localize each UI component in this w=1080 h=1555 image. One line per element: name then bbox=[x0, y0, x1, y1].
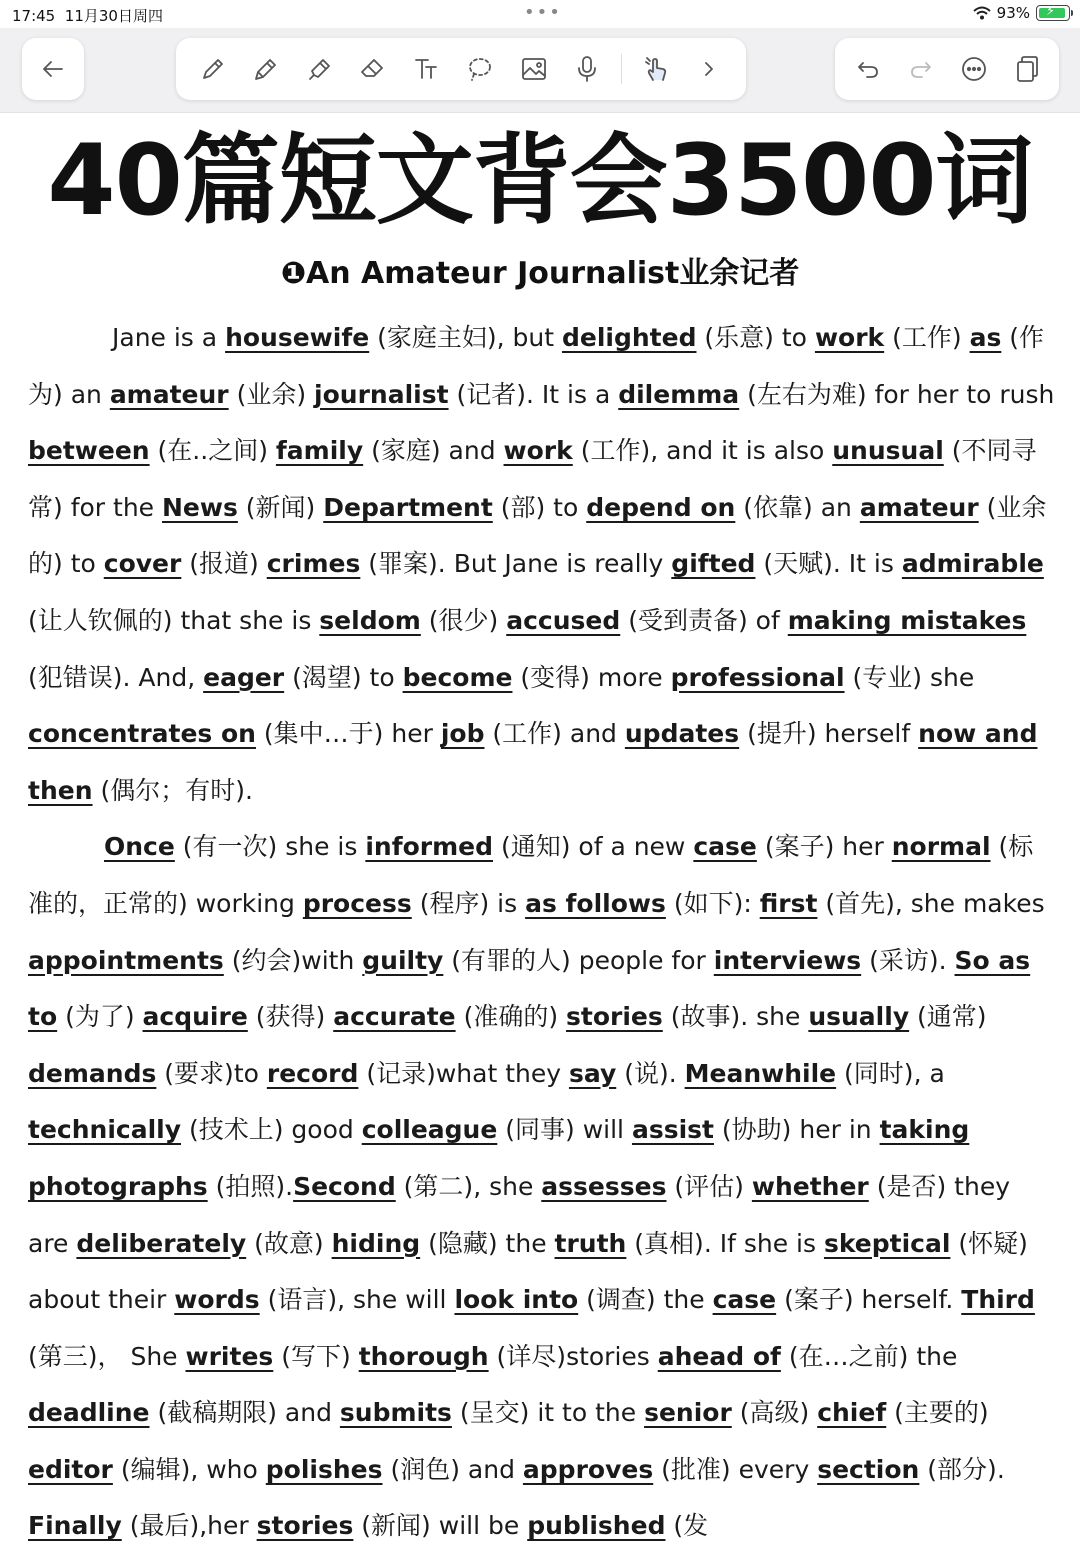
text-run: (写下) bbox=[273, 1341, 359, 1371]
pen-icon[interactable] bbox=[193, 49, 233, 89]
vocab-term: journalist bbox=[314, 379, 449, 409]
vocab-term: case bbox=[712, 1285, 777, 1315]
text-run: (主要的) bbox=[886, 1398, 989, 1428]
text-run: (拍照). bbox=[207, 1171, 294, 1201]
vocab-term: acquire bbox=[142, 1002, 248, 1032]
document-body bbox=[28, 310, 1056, 1555]
vocab-term: as bbox=[969, 323, 1002, 352]
microphone-icon[interactable] bbox=[567, 49, 607, 89]
text-run: (在…之前) the bbox=[780, 1341, 958, 1371]
chevron-right-icon[interactable] bbox=[689, 49, 729, 89]
vocab-term: amateur bbox=[109, 379, 229, 409]
vocab-term: demands bbox=[28, 1058, 157, 1088]
vocab-term: Department bbox=[323, 492, 493, 522]
vocab-term: stories bbox=[566, 1002, 663, 1032]
text-run: (不同寻常) for the bbox=[28, 436, 1037, 522]
text-run: (偶尔；有时). bbox=[92, 775, 253, 805]
multitask-dots[interactable]: ••• bbox=[524, 2, 562, 23]
text-run: (业余) bbox=[228, 379, 315, 409]
text-run: (让人钦佩的) that she is bbox=[28, 605, 320, 635]
text-run: (部分). bbox=[919, 1454, 1005, 1484]
text-run: (有一次) she is bbox=[174, 832, 366, 862]
text-run: (编辑), who bbox=[112, 1454, 266, 1484]
vocab-term: Meanwhile bbox=[684, 1058, 837, 1088]
wifi-icon bbox=[973, 6, 991, 20]
text-run: (获得) bbox=[247, 1002, 334, 1032]
vocab-term: become bbox=[402, 662, 513, 692]
vocab-term: technically bbox=[28, 1115, 182, 1145]
vocab-term: deliberately bbox=[76, 1228, 247, 1258]
text-run: (准确的) bbox=[455, 1002, 567, 1032]
eraser-icon[interactable] bbox=[353, 49, 393, 89]
text-run: (说). bbox=[616, 1058, 685, 1088]
pencil-icon[interactable] bbox=[246, 49, 286, 89]
text-run: (技术上) good bbox=[181, 1115, 362, 1145]
vocab-term: polishes bbox=[265, 1454, 383, 1484]
vocab-term: unusual bbox=[832, 436, 944, 466]
vocab-term: amateur bbox=[859, 492, 979, 522]
paragraph-1 bbox=[28, 310, 1056, 819]
text-run: (新闻) bbox=[237, 492, 324, 522]
highlighter-icon[interactable] bbox=[300, 49, 340, 89]
vocab-term: taking photographs bbox=[28, 1115, 970, 1201]
status-time: 17:45 11月30日周四 bbox=[12, 7, 163, 25]
vocab-term: assesses bbox=[541, 1171, 667, 1201]
text-run: (详尽)stories bbox=[488, 1341, 658, 1371]
text-run: (为了) bbox=[57, 1002, 143, 1032]
vocab-term: writes bbox=[185, 1341, 274, 1371]
vocab-term: News bbox=[162, 492, 238, 522]
vocab-term: Once bbox=[104, 832, 175, 862]
text-run: (怀疑) about their bbox=[28, 1228, 1028, 1315]
toolbar-separator bbox=[621, 54, 622, 84]
vocab-term: published bbox=[527, 1511, 666, 1541]
image-icon[interactable] bbox=[514, 49, 554, 89]
text-run: (协助) her in bbox=[713, 1115, 880, 1145]
vocab-term: accused bbox=[506, 605, 621, 635]
text-run: (报道) bbox=[181, 549, 267, 579]
text-run: (标准的，正常的) working bbox=[28, 832, 1034, 918]
back-button[interactable] bbox=[22, 38, 84, 100]
vocab-term: eager bbox=[203, 662, 285, 692]
vocab-term: whether bbox=[751, 1171, 869, 1201]
vocab-term: hiding bbox=[331, 1228, 421, 1258]
text-run: (依靠) an bbox=[735, 492, 860, 522]
undo-icon[interactable] bbox=[848, 49, 888, 89]
text-run: (高级) bbox=[731, 1398, 818, 1428]
text-run: (乐意) to bbox=[696, 323, 815, 352]
vocab-term: seldom bbox=[319, 605, 421, 635]
document-title: 40篇短文背会3500词 bbox=[47, 124, 1033, 238]
vocab-term: professional bbox=[670, 662, 845, 692]
text-run: (语言), she will bbox=[259, 1285, 455, 1315]
text-run: (程序) is bbox=[411, 888, 526, 918]
text-run: (新闻) will be bbox=[353, 1511, 528, 1541]
text-run: (在..之间) bbox=[149, 436, 276, 466]
text-run: (约会)with bbox=[223, 945, 363, 975]
text-run: (批准) every bbox=[653, 1454, 818, 1484]
vocab-term: normal bbox=[891, 832, 991, 862]
vocab-term: between bbox=[28, 436, 150, 466]
vocab-term: look into bbox=[454, 1285, 579, 1315]
text-run: (工作) and bbox=[484, 719, 625, 749]
vocab-term: So as to bbox=[28, 945, 1031, 1032]
vocab-term: skeptical bbox=[823, 1228, 951, 1258]
vocab-term: family bbox=[275, 436, 364, 466]
text-run: (家庭主妇), but bbox=[369, 323, 562, 352]
vocab-term: truth bbox=[554, 1228, 627, 1258]
text-run: (第三)， She bbox=[28, 1341, 186, 1371]
text-run: (评估) bbox=[666, 1171, 752, 1201]
vocab-term: work bbox=[814, 323, 885, 352]
text-run: (罪案). But Jane is really bbox=[360, 549, 672, 579]
vocab-term: job bbox=[440, 719, 485, 749]
text-run: (首先), she makes bbox=[817, 888, 1045, 918]
text-icon[interactable] bbox=[407, 49, 447, 89]
touch-icon[interactable] bbox=[636, 49, 676, 89]
vocab-term: delighted bbox=[561, 323, 697, 352]
text-run: (案子) her bbox=[756, 832, 892, 862]
text-run: (受到责备) of bbox=[620, 605, 788, 635]
battery-icon: ⚡ bbox=[1036, 5, 1070, 21]
text-run: (左右为难) for her to rush bbox=[739, 379, 1055, 409]
text-run: (有罪的人) people for bbox=[443, 945, 714, 975]
vocab-term: updates bbox=[624, 719, 740, 749]
vocab-term: dilemma bbox=[618, 379, 740, 409]
vocab-term: gifted bbox=[671, 549, 756, 579]
vocab-term: stories bbox=[256, 1511, 354, 1541]
text-run: (同时), a bbox=[836, 1058, 945, 1088]
vocab-term: making mistakes bbox=[787, 605, 1027, 635]
vocab-term: Third bbox=[961, 1285, 1035, 1315]
paragraph-2 bbox=[28, 819, 1056, 1555]
vocab-term: deadline bbox=[28, 1398, 150, 1428]
text-run: (故意) bbox=[246, 1228, 332, 1258]
text-run: (采访). bbox=[861, 945, 955, 975]
text-run: (要求)to bbox=[156, 1058, 267, 1088]
text-run: (渴望) to bbox=[284, 662, 403, 692]
vocab-term: usually bbox=[808, 1002, 910, 1032]
vocab-term: Finally bbox=[28, 1511, 122, 1541]
vocab-term: chief bbox=[817, 1398, 887, 1428]
vocab-term: section bbox=[817, 1454, 920, 1484]
vocab-term: colleague bbox=[361, 1115, 498, 1145]
text-run: (案子) herself. bbox=[776, 1285, 962, 1315]
vocab-term: now and then bbox=[28, 719, 1038, 805]
text-run: (变得) more bbox=[512, 662, 671, 692]
vocab-term: admirable bbox=[901, 549, 1044, 579]
vocab-term: approves bbox=[522, 1454, 654, 1484]
vocab-term: appointments bbox=[28, 945, 224, 975]
text-run: (调查) the bbox=[578, 1285, 713, 1315]
vocab-term: interviews bbox=[713, 945, 862, 975]
redo-icon[interactable] bbox=[901, 49, 941, 89]
vocab-term: say bbox=[568, 1058, 617, 1088]
text-run: (工作), and it is also bbox=[572, 436, 833, 466]
vocab-term: record bbox=[266, 1058, 359, 1088]
back-arrow-icon bbox=[33, 49, 73, 89]
vocab-term: depend on bbox=[586, 492, 736, 522]
text-run: (天赋). It is bbox=[755, 549, 902, 579]
status-bar bbox=[0, 0, 1080, 28]
vocab-term: first bbox=[759, 888, 818, 918]
drawing-tools bbox=[176, 38, 746, 100]
text-run: (专业) she bbox=[844, 662, 975, 692]
text-run: (业余的) to bbox=[28, 492, 1047, 579]
text-run: (作为) an bbox=[28, 323, 1045, 409]
text-run: (润色) and bbox=[382, 1454, 523, 1484]
text-run: (很少) bbox=[420, 605, 507, 635]
text-run: (记者). It is a bbox=[448, 379, 619, 409]
vocab-term: words bbox=[174, 1285, 260, 1315]
text-run: (通知) of a new bbox=[493, 832, 694, 862]
vocab-term: thorough bbox=[358, 1341, 489, 1371]
vocab-term: case bbox=[693, 832, 757, 862]
vocab-term: work bbox=[503, 436, 573, 466]
vocab-term: housewife bbox=[225, 323, 370, 352]
text-run: (呈交) it to the bbox=[451, 1398, 645, 1428]
vocab-term: ahead of bbox=[657, 1341, 781, 1371]
vocab-term: guilty bbox=[362, 945, 444, 975]
text-run: (通常) bbox=[909, 1002, 987, 1032]
status-date: 11月30日周四 bbox=[64, 7, 163, 25]
text-run: (截稿期限) and bbox=[149, 1398, 340, 1428]
text-run: (最后),her bbox=[121, 1511, 257, 1541]
text-run: Jane is a bbox=[112, 323, 226, 352]
vocab-term: submits bbox=[339, 1398, 452, 1428]
vocab-term: assist bbox=[631, 1115, 714, 1145]
pages-icon[interactable] bbox=[1007, 49, 1047, 89]
vocab-term: accurate bbox=[333, 1002, 456, 1032]
text-run: (发 bbox=[665, 1511, 709, 1541]
vocab-term: as follows bbox=[525, 888, 666, 918]
vocab-term: Second bbox=[293, 1171, 396, 1201]
text-run: (工作) bbox=[884, 323, 970, 352]
lasso-icon[interactable] bbox=[460, 49, 500, 89]
vocab-term: informed bbox=[365, 832, 493, 862]
vocab-term: process bbox=[302, 888, 412, 918]
text-run: (故事). she bbox=[662, 1002, 809, 1032]
vocab-term: senior bbox=[644, 1398, 732, 1428]
vocab-term: editor bbox=[28, 1454, 113, 1484]
text-run: (隐藏) the bbox=[420, 1228, 555, 1258]
text-run: (真相). If she is bbox=[626, 1228, 824, 1258]
text-run: (记录)what they bbox=[358, 1058, 569, 1088]
text-run: (犯错误). And, bbox=[28, 662, 204, 692]
document-subtitle: ❶An Amateur Journalist业余记者 bbox=[280, 256, 800, 291]
text-run: (同事) will bbox=[497, 1115, 632, 1145]
text-run: (部) to bbox=[492, 492, 587, 522]
text-run: (第二), she bbox=[395, 1171, 542, 1201]
text-run: (如下): bbox=[665, 888, 760, 918]
text-run: (提升) herself bbox=[739, 719, 919, 749]
vocab-term: crimes bbox=[266, 549, 361, 579]
text-run: (家庭) and bbox=[363, 436, 504, 466]
vocab-term: cover bbox=[103, 549, 182, 579]
text-run: (集中…于) her bbox=[255, 719, 441, 749]
vocab-term: concentrates on bbox=[28, 719, 256, 749]
text-run: (是否) they are bbox=[28, 1171, 1010, 1258]
document-actions bbox=[835, 38, 1059, 100]
more-icon[interactable] bbox=[954, 49, 994, 89]
battery-percent: 93% bbox=[996, 4, 1030, 22]
